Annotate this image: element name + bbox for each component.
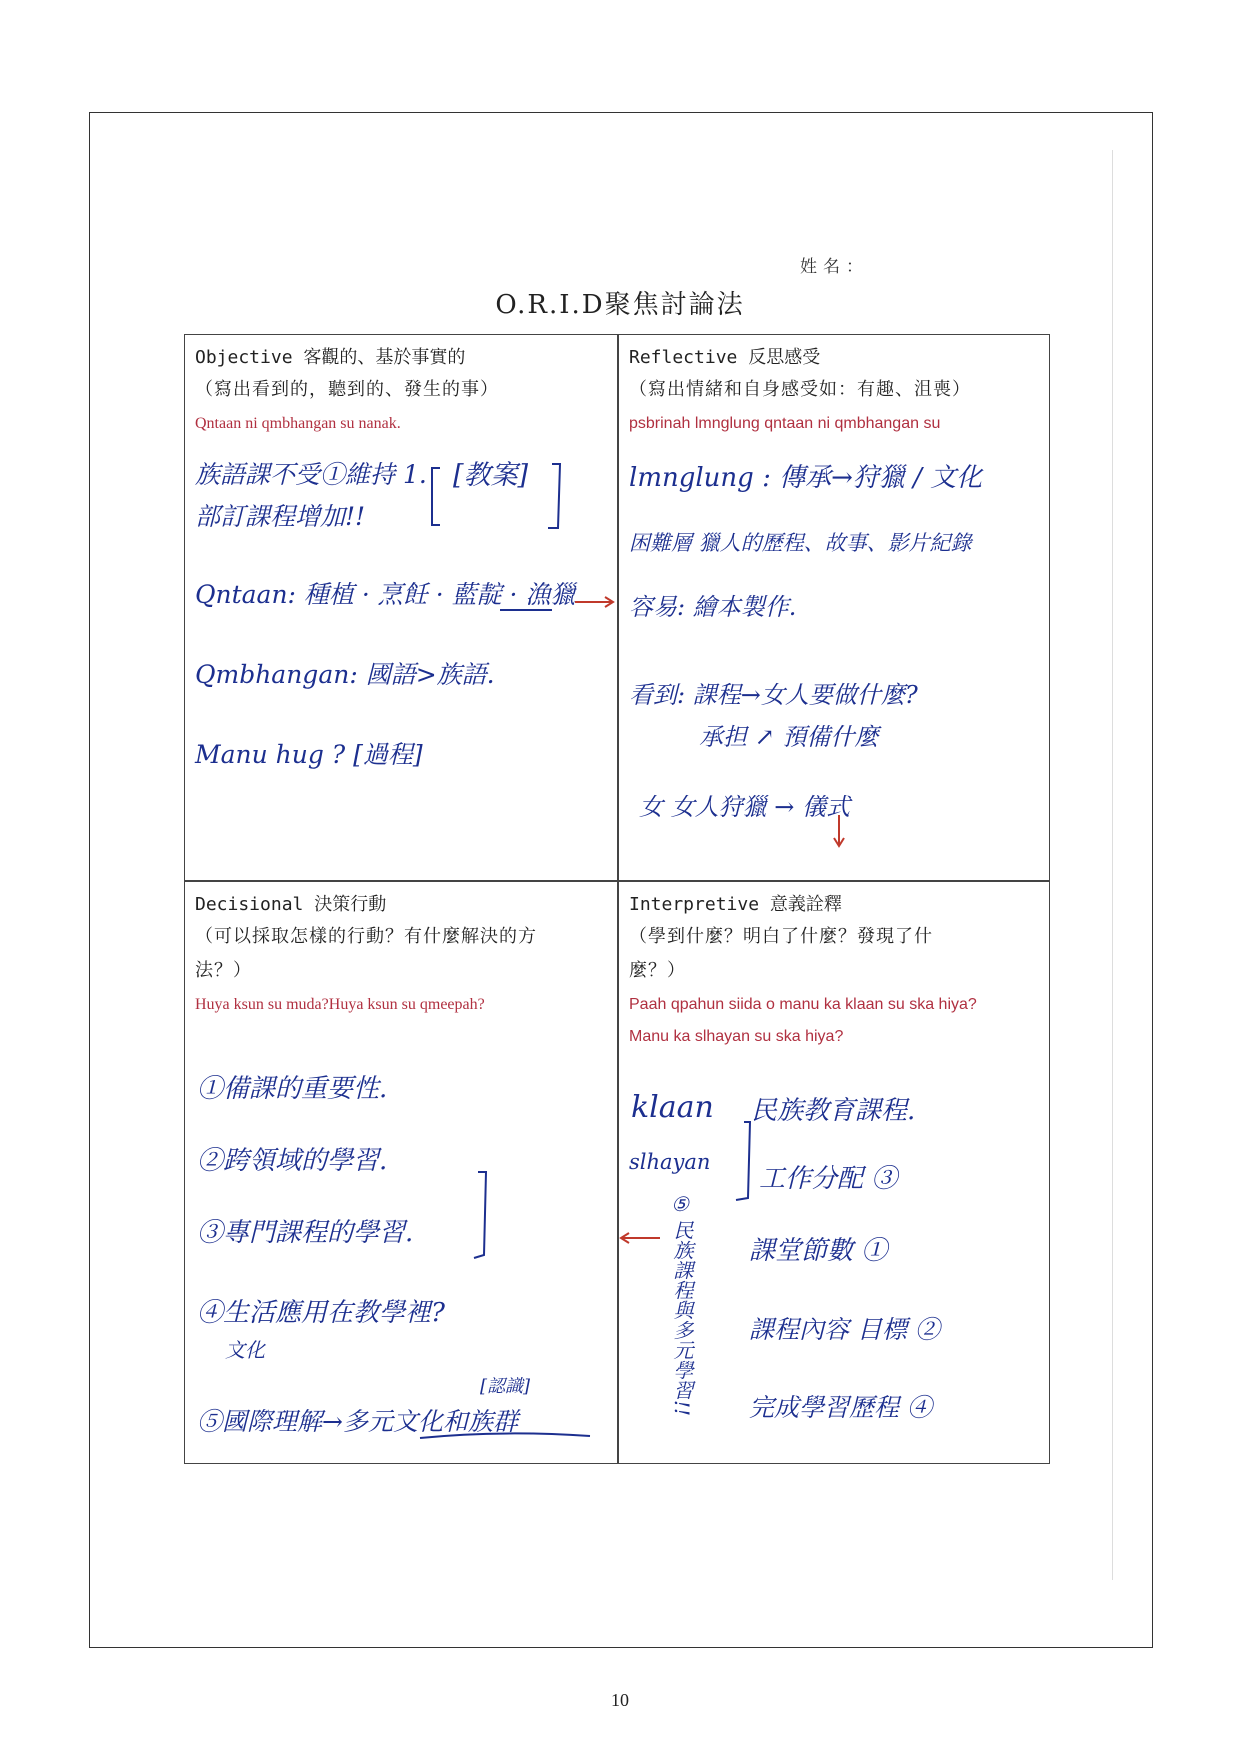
reflective-note-3: 容易: 繪本製作. — [629, 593, 797, 621]
reflective-prompt: psbrinah lmnglung qntaan ni qmbhangan su — [629, 415, 941, 432]
objective-bracket-right — [548, 464, 560, 528]
interpretive-note-3: 課堂節數 ① — [749, 1236, 888, 1266]
decisional-note-4: ④生活應用在教學裡? — [197, 1298, 445, 1328]
reflective-note-6: 女 女人狩獵 → 儀式 — [639, 793, 850, 821]
objective-prompt: Qntaan ni qmbhangan su nanak. — [195, 415, 401, 432]
interpretive-note-circle-5: ⑤ — [671, 1192, 689, 1216]
decisional-note-5: 文化 — [225, 1338, 265, 1362]
interpretive-subtitle-line2: 麼？） — [629, 960, 686, 981]
interpretive-subtitle-line1: （學到什麼？明白了什麼？發現了什 — [629, 926, 933, 947]
interpretive-prompt-line1: Paah qpahun siida o manu ka klaan su ska hiya? — [629, 996, 977, 1013]
decisional-title: Decisional 決策行動 — [195, 894, 387, 915]
reflective-note-1: lmnglung : 傳承→狩獵 / 文化 — [629, 463, 983, 493]
interpretive-note-slhayan: slhayan — [629, 1150, 711, 1174]
objective-note-2: [教案] — [453, 460, 529, 491]
reflective-note-4: 看到: 課程→女人要做什麼? — [629, 681, 918, 709]
name-label: 姓名： — [800, 257, 869, 277]
interpretive-note-2: 工作分配 ③ — [759, 1164, 898, 1194]
decisional-note-7: ⑤國際理解→多元文化和族群 — [197, 1407, 518, 1436]
decisional-note-3: ③專門課程的學習. — [197, 1218, 414, 1248]
decisional-note-1: ①備課的重要性. — [197, 1074, 388, 1104]
decisional-subtitle-line2: 法？） — [195, 960, 252, 981]
reflective-title: Reflective 反思感受 — [629, 347, 821, 368]
reflective-note-5: 承担 ↗ 預備什麼 — [699, 723, 879, 751]
interpretive-note-klaan: klaan — [631, 1090, 714, 1125]
objective-note-3: 部訂課程增加!! — [195, 502, 366, 531]
decisional-note-2: ②跨領域的學習. — [197, 1146, 388, 1176]
objective-note-5: Qmbhangan: 國語>族語. — [195, 660, 495, 689]
page-number: 10 — [611, 1690, 629, 1710]
decisional-bracket — [474, 1172, 486, 1258]
interpretive-note-4: 課程內容 目標 ② — [749, 1315, 940, 1344]
objective-bracket-left — [432, 468, 440, 525]
form-title: O.R.I.D聚焦討論法 — [495, 290, 745, 320]
decisional-subtitle-line1: （可以採取怎樣的行動？有什麼解決的方 — [195, 926, 537, 947]
interpretive-note-5: 完成學習歷程 ④ — [749, 1393, 932, 1422]
objective-note-1: 族語課不受①維持 1. — [195, 460, 427, 489]
interpretive-title: Interpretive 意義詮釋 — [629, 894, 842, 915]
objective-title: Objective 客觀的、基於事實的 — [195, 347, 466, 368]
interpretive-prompt-line2: Manu ka slhayan su ska hiya? — [629, 1028, 844, 1045]
objective-subtitle: （寫出看到的，聽到的、發生的事） — [195, 379, 499, 400]
objective-note-6: Manu hug ? [過程] — [195, 740, 423, 769]
reflective-subtitle: （寫出情緒和自身感受如：有趣、沮喪） — [629, 379, 971, 400]
decisional-prompt: Huya ksun su muda?Huya ksun su qmeepah? — [195, 996, 485, 1013]
interpretive-note-vertical: 民族課程與多元學習!! — [670, 1220, 694, 1417]
decisional-underline — [420, 1433, 590, 1438]
interpretive-bracket — [736, 1122, 750, 1200]
objective-note-4: Qntaan: 種植 · 烹飪 · 藍靛 · 漁獵 — [195, 580, 576, 609]
interpretive-note-1: 民族教育課程. — [751, 1096, 916, 1126]
reflective-note-2: 困難層 獵人的歷程、故事、影片紀錄 — [629, 531, 972, 555]
decisional-note-6: [認識] — [480, 1376, 531, 1397]
